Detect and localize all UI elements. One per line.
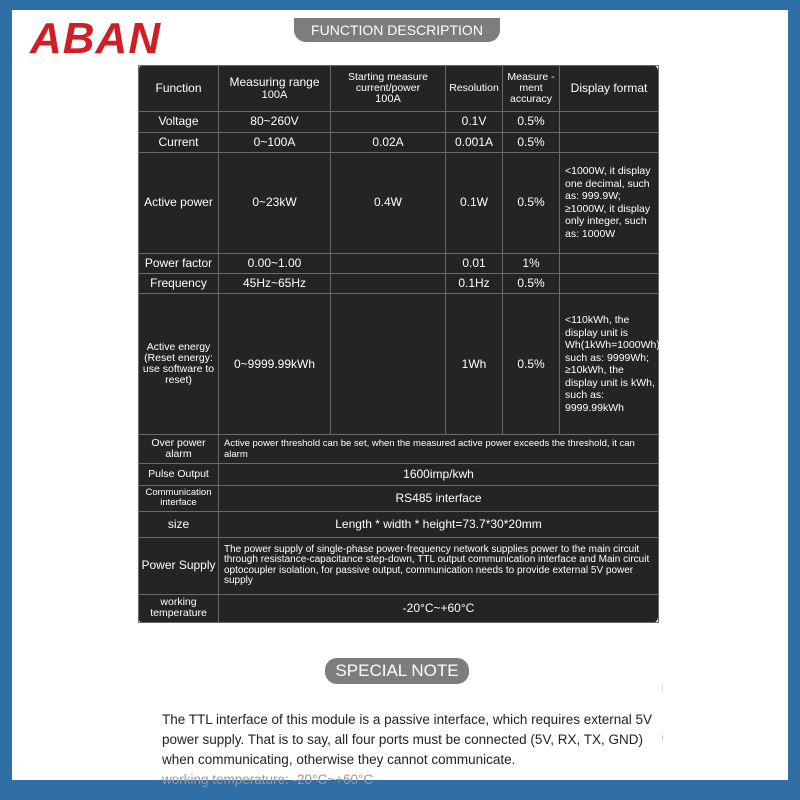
- table-row: [139, 538, 659, 595]
- header-format: Display format: [560, 66, 659, 112]
- row-energy-format: <110kWh, the display unit is Wh(1kWh=1000Wh), such as: 9999Wh; ≥10kWh, the display unit is kWh, such as: 9999.99kWh: [560, 293, 659, 434]
- table-row: [139, 435, 659, 463]
- row-voltage-res: 0.1V: [446, 112, 503, 132]
- header-range: [219, 66, 331, 112]
- row-energy-start: [331, 293, 446, 434]
- table-row: [139, 132, 659, 152]
- row-voltage-name: Voltage: [139, 112, 219, 132]
- note-cut-line: working temperature: -20°C~+60°C: [162, 772, 374, 787]
- row-pulse-value: 1600imp/kwh: [219, 463, 659, 485]
- table-row: [139, 152, 659, 253]
- row-power-res: 0.1W: [446, 152, 503, 253]
- row-pf-name: Power factor: [139, 253, 219, 273]
- divider: [662, 685, 663, 691]
- header-range-sub: 100A: [261, 88, 288, 101]
- row-freq-name: Frequency: [139, 273, 219, 293]
- row-temp-name: working temperature: [139, 594, 219, 622]
- table-row: [139, 463, 659, 485]
- row-pf-range: 0.00~1.00: [219, 253, 331, 273]
- table-row: [139, 273, 659, 293]
- row-voltage-acc: 0.5%: [503, 112, 560, 132]
- row-pulse-name: Pulse Output: [139, 463, 219, 485]
- row-freq-start: [331, 273, 446, 293]
- row-freq-acc: 0.5%: [503, 273, 560, 293]
- table-row: [139, 293, 659, 434]
- row-alarm-value: Active power threshold can be set, when the measured active power exceeds the threshold, it can alarm: [219, 435, 659, 463]
- row-energy-acc: 0.5%: [503, 293, 560, 434]
- spec-table: [138, 65, 663, 623]
- row-current-range: 0~100A: [219, 132, 331, 152]
- table-row: [139, 594, 659, 622]
- row-pf-res: 0.01: [446, 253, 503, 273]
- header-range-label: Measuring range: [229, 74, 320, 89]
- header-row: [139, 66, 659, 112]
- row-current-res: 0.001A: [446, 132, 503, 152]
- table-row: [139, 485, 659, 511]
- row-size-value: Length * width * height=73.7*30*20mm: [219, 511, 659, 537]
- brand-logo: ABAN: [30, 14, 162, 63]
- row-pf-format: [560, 253, 659, 273]
- header-accuracy: Measure -ment accuracy: [503, 66, 560, 112]
- row-freq-res: 0.1Hz: [446, 273, 503, 293]
- spec-panel: [138, 65, 663, 623]
- row-supply-name: Power Supply: [139, 538, 219, 595]
- row-pf-acc: 1%: [503, 253, 560, 273]
- row-power-name: Active power: [139, 152, 219, 253]
- row-power-start: 0.4W: [331, 152, 446, 253]
- divider: [662, 735, 663, 741]
- note-paragraph: The TTL interface of this module is a passive interface, which requires external 5V power supply. That is to say, all four ports must be connected (5V, RX, TX, GND) when communicating, otherwise they cannot communicate.: [162, 712, 652, 767]
- row-pf-start: [331, 253, 446, 273]
- table-row: [139, 511, 659, 537]
- row-energy-range: 0~9999.99kWh: [219, 293, 331, 434]
- row-voltage-start: [331, 112, 446, 132]
- row-power-format: <1000W, it display one decimal, such as: 999.9W; ≥1000W, it display only integer, such as: 1000W: [560, 152, 659, 253]
- row-energy-res: 1Wh: [446, 293, 503, 434]
- row-current-format: [560, 132, 659, 152]
- row-temp-value: -20°C~+60°C: [219, 594, 659, 622]
- row-alarm-name: Over power alarm: [139, 435, 219, 463]
- header-start-label: Starting measure current/power: [348, 71, 428, 95]
- row-comm-name: Communication interface: [139, 485, 219, 511]
- header-function: Function: [139, 66, 219, 112]
- header-resolution: Resolution: [446, 66, 503, 112]
- header-start-sub: 100A: [375, 93, 401, 106]
- row-energy-name: Active energy (Reset energy: use software to reset): [139, 293, 219, 434]
- row-size-name: size: [139, 511, 219, 537]
- special-note-text: [162, 710, 652, 787]
- row-power-range: 0~23kW: [219, 152, 331, 253]
- section-title-special-note: SPECIAL NOTE: [325, 658, 469, 684]
- row-supply-value: The power supply of single-phase power-frequency network supplies power to the main circuit through resistance-capacitance step-down, TTL output communication interface and Main circuit optocoupler isolation, for passive output, communication needs to provide external 5V power supply: [219, 538, 659, 595]
- row-comm-value: RS485 interface: [219, 485, 659, 511]
- row-voltage-range: 80~260V: [219, 112, 331, 132]
- row-voltage-format: [560, 112, 659, 132]
- header-start: [331, 66, 446, 112]
- row-freq-range: 45Hz~65Hz: [219, 273, 331, 293]
- row-current-name: Current: [139, 132, 219, 152]
- row-freq-format: [560, 273, 659, 293]
- section-title-function: FUNCTION DESCRIPTION: [294, 18, 500, 42]
- row-power-acc: 0.5%: [503, 152, 560, 253]
- table-row: [139, 253, 659, 273]
- row-current-start: 0.02A: [331, 132, 446, 152]
- row-current-acc: 0.5%: [503, 132, 560, 152]
- table-row: [139, 112, 659, 132]
